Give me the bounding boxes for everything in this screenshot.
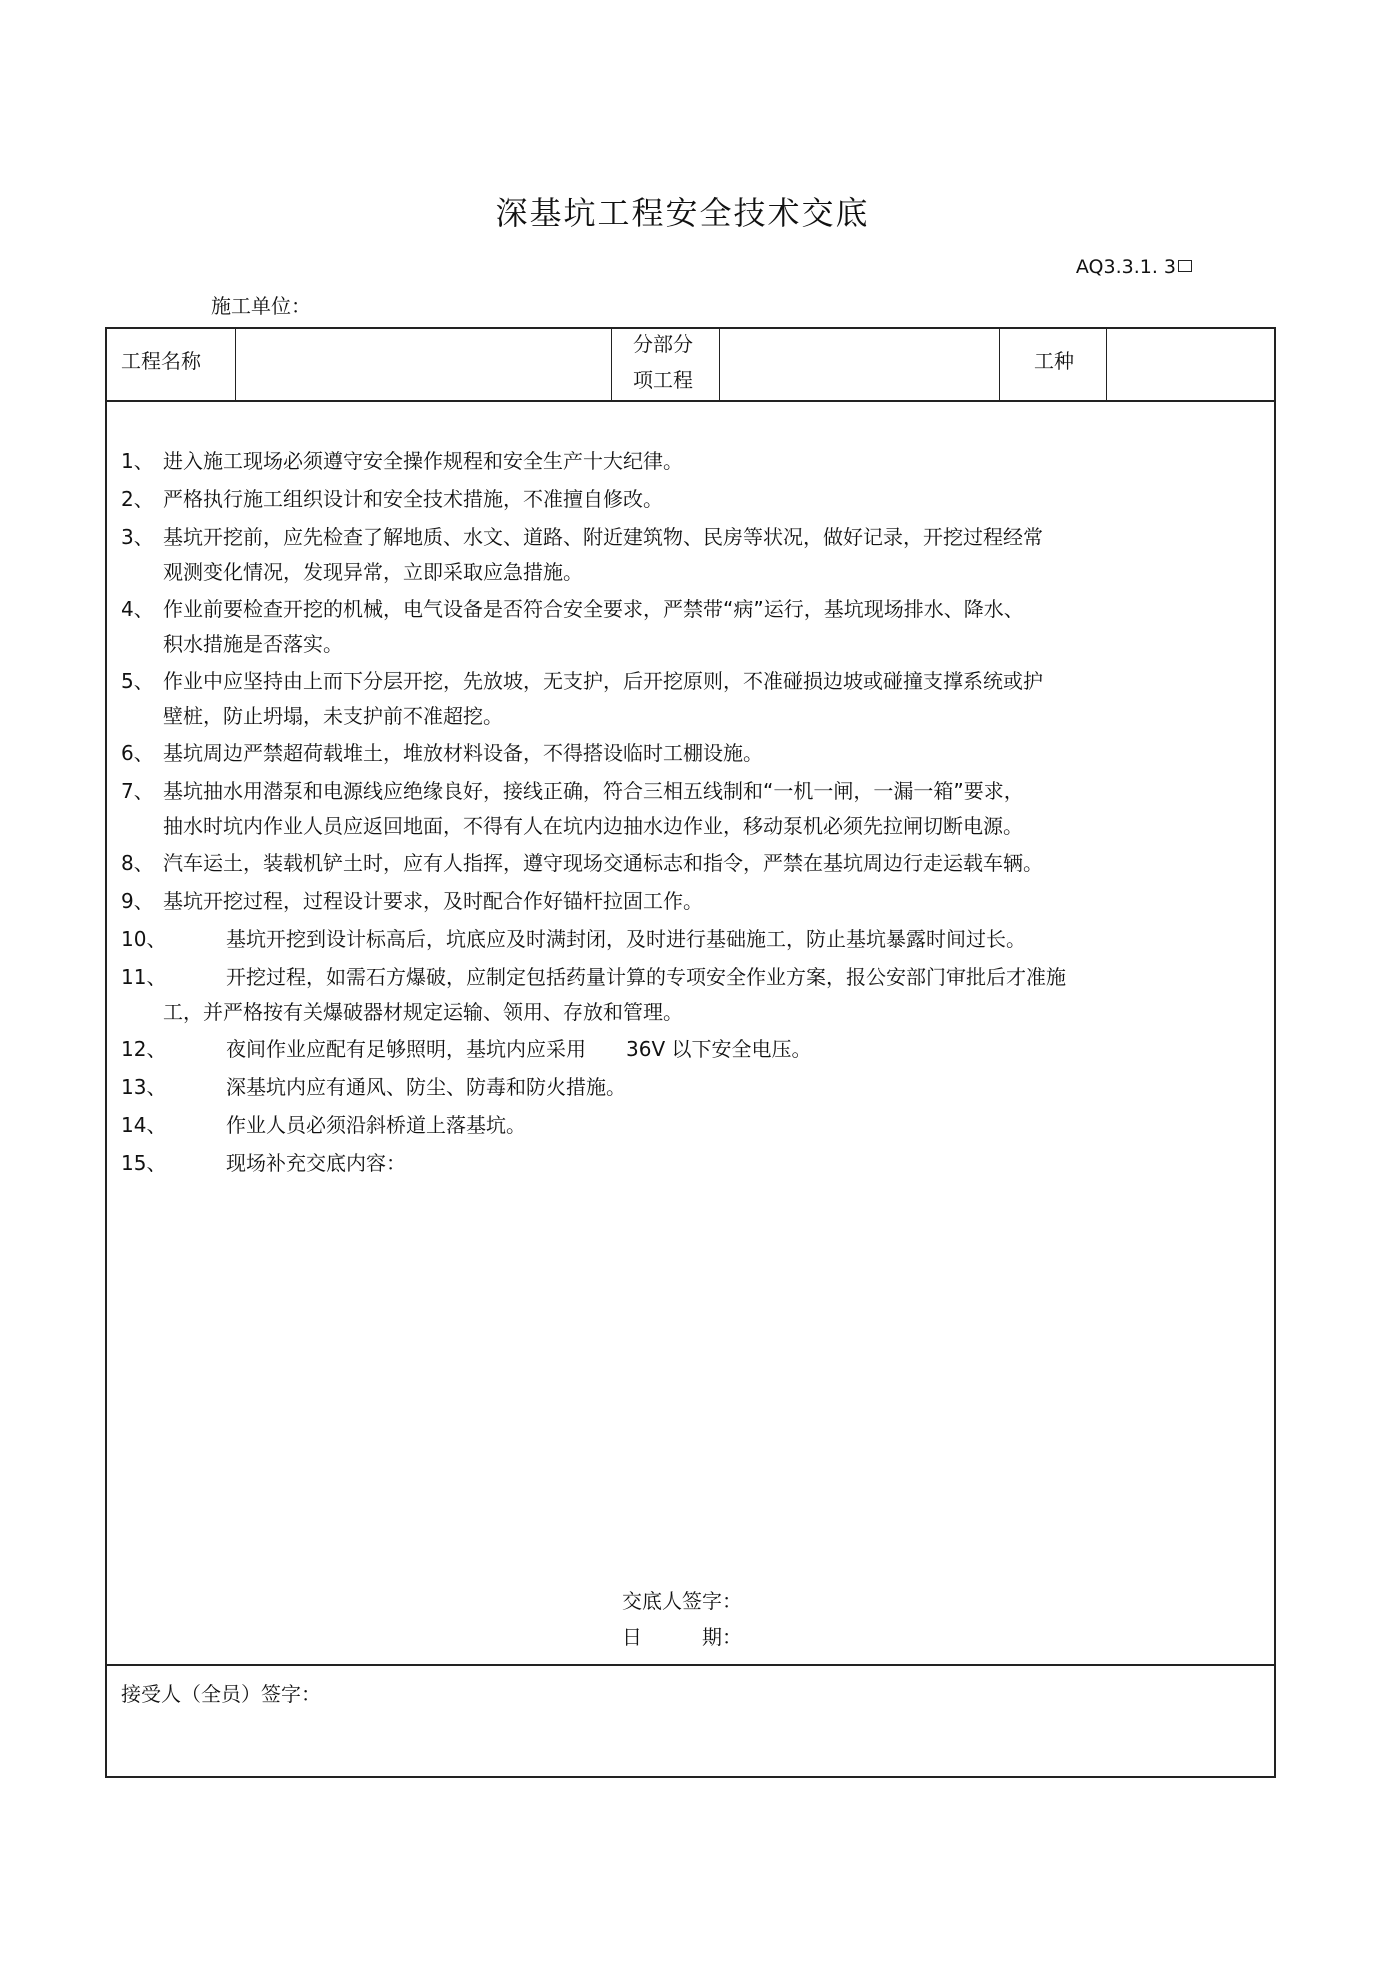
list-item <box>121 734 1251 772</box>
divider <box>235 329 236 400</box>
divider <box>999 329 1000 400</box>
item-text: 基坑周边严禁超荷载堆土，堆放材料设备，不得搭设临时工棚设施。 <box>163 741 763 765</box>
item-text: 进入施工现场必须遵守安全操作规程和安全生产十大纪律。 <box>163 449 683 473</box>
divider <box>611 329 612 400</box>
work-type-label: 工种 <box>1034 349 1074 373</box>
item-text: 作业前要检查开挖的机械，电气设备是否符合安全要求，严禁带“病”运行，基坑现场排水、降水、 <box>163 597 1024 621</box>
list-item <box>121 480 1251 518</box>
item-text: 汽车运土，装载机铲土时，应有人指挥，遵守现场交通标志和指令，严禁在基坑周边行走运载车辆。 <box>163 851 1043 875</box>
list-item <box>121 772 1251 810</box>
item-text-continuation: 积水措施是否落实。 <box>163 632 343 656</box>
item-number: 5、 <box>121 669 154 693</box>
item-number: 8、 <box>121 851 154 875</box>
item-number: 2、 <box>121 487 154 511</box>
item-number: 14、 <box>121 1113 167 1137</box>
list-item <box>121 518 1251 556</box>
document-code-text: AQ3.3.1. 3 <box>1075 256 1176 278</box>
date-label: 日 期： <box>622 1625 742 1649</box>
list-item <box>121 1144 1251 1182</box>
item-text: 深基坑内应有通风、防尘、防毒和防火措施。 <box>226 1075 626 1099</box>
item-number: 7、 <box>121 779 154 803</box>
item-text: 现场补充交底内容： <box>226 1151 406 1175</box>
item-text-continuation: 工，并严格按有关爆破器材规定运输、领用、存放和管理。 <box>163 1000 683 1024</box>
item-number: 3、 <box>121 525 154 549</box>
item-text: 作业中应坚持由上而下分层开挖，先放坡，无支护，后开挖原则，不准碰损边坡或碰撞支撑系统或护 <box>163 669 1043 693</box>
item-text: 基坑开挖过程，过程设计要求，及时配合作好锚杆拉固工作。 <box>163 889 703 913</box>
list-item <box>121 958 1251 996</box>
item-number: 1、 <box>121 449 154 473</box>
list-item <box>121 442 1251 480</box>
list-item <box>121 882 1251 920</box>
item-text: 夜间作业应配有足够照明，基坑内应采用 36V 以下安全电压。 <box>226 1037 812 1061</box>
list-item <box>121 1030 1251 1068</box>
item-number: 11、 <box>121 965 167 989</box>
item-number: 12、 <box>121 1037 167 1061</box>
list-item <box>121 662 1251 700</box>
construction-unit-label: 施工单位： <box>211 294 311 318</box>
item-text: 开挖过程，如需石方爆破，应制定包括药量计算的专项安全作业方案，报公安部门审批后才准施 <box>226 965 1066 989</box>
item-text-continuation: 壁桩，防止坍塌，未支护前不准超挖。 <box>163 704 503 728</box>
list-item <box>121 920 1251 958</box>
item-text: 基坑开挖前，应先检查了解地质、水文、道路、附近建筑物、民房等状况，做好记录，开挖过程经常 <box>163 525 1043 549</box>
discloser-signature-label: 交底人签字： <box>622 1589 742 1613</box>
safety-items-list <box>121 442 1251 1182</box>
document-code <box>1076 256 1192 278</box>
item-text: 严格执行施工组织设计和安全技术措施，不准擅自修改。 <box>163 487 663 511</box>
receiver-signature-label: 接受人（全员）签字： <box>121 1682 321 1706</box>
subproject-label-line1: 分部分 <box>633 332 693 356</box>
divider <box>719 329 720 400</box>
checkbox-square-icon <box>1178 260 1192 272</box>
list-item <box>121 590 1251 628</box>
document-title: 深基坑工程安全技术交底 <box>495 194 870 232</box>
project-name-label: 工程名称 <box>121 349 201 373</box>
item-text: 作业人员必须沿斜桥道上落基坑。 <box>226 1113 526 1137</box>
item-number: 15、 <box>121 1151 167 1175</box>
item-text-continuation: 观测变化情况，发现异常，立即采取应急措施。 <box>163 560 583 584</box>
divider <box>1106 329 1107 400</box>
subproject-label-line2: 项工程 <box>633 368 693 392</box>
list-item <box>121 1106 1251 1144</box>
item-text-continuation: 抽水时坑内作业人员应返回地面，不得有人在坑内边抽水边作业，移动泵机必须先拉闸切断电源。 <box>163 814 1023 838</box>
divider <box>107 400 1274 402</box>
item-text: 基坑抽水用潜泵和电源线应绝缘良好，接线正确，符合三相五线制和“一机一闸，一漏一箱”要求， <box>163 779 1024 803</box>
item-number: 13、 <box>121 1075 167 1099</box>
item-number: 6、 <box>121 741 154 765</box>
item-text: 基坑开挖到设计标高后，坑底应及时满封闭，及时进行基础施工，防止基坑暴露时间过长。 <box>226 927 1026 951</box>
item-number: 9、 <box>121 889 154 913</box>
list-item <box>121 844 1251 882</box>
item-number: 4、 <box>121 597 154 621</box>
list-item <box>121 1068 1251 1106</box>
divider <box>107 1664 1274 1666</box>
disclosure-form-table <box>105 327 1276 1778</box>
item-number: 10、 <box>121 927 167 951</box>
